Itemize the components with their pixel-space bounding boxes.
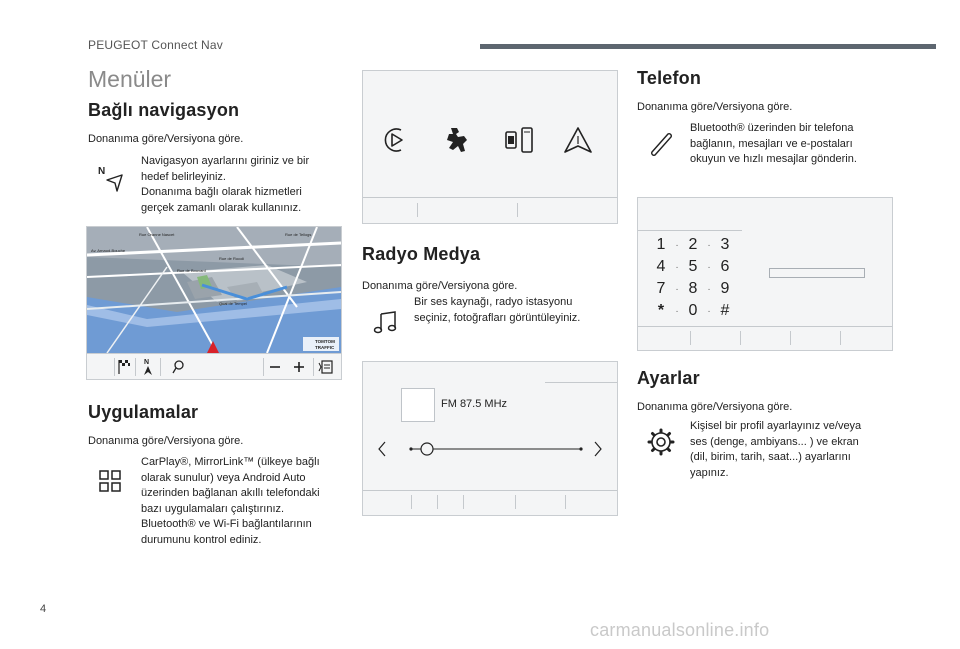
watermark: carmanualsonline.info: [590, 620, 770, 640]
zoom-in-icon[interactable]: [292, 360, 306, 374]
phone-desc-line: bağlanın, mesajları ve e-postaları: [690, 137, 853, 150]
nav-heading: Bağlı navigasyon: [88, 100, 240, 120]
phone-desc-line: okuyun ve hızlı mesajlar gönderin.: [690, 153, 857, 165]
search-icon[interactable]: [171, 359, 185, 375]
traffic-logo-line: TOMTOM: [315, 339, 335, 344]
tune-up-icon: [595, 442, 601, 456]
station-frequency: FM 87.5 MHz: [441, 398, 508, 410]
map-toolbar: [87, 353, 341, 380]
settings-desc-line: (dil, birim, tarih, saat...) ayarlarını: [690, 451, 851, 463]
keypad-separator: ·: [675, 305, 679, 317]
navigation-map-screen: [86, 226, 342, 380]
map-settings-icon[interactable]: [318, 359, 336, 375]
map-street-label: Rue de Bouvard: [177, 268, 206, 273]
keypad-key[interactable]: 4: [656, 258, 666, 275]
navigation-map[interactable]: [87, 227, 341, 353]
keypad-separator: ·: [707, 305, 711, 317]
keypad-key[interactable]: 5: [688, 258, 698, 275]
apps-desc-line: üzerinden bağlanan akıllı telefondaki: [141, 487, 320, 499]
phone-handset-icon: [648, 130, 674, 156]
apps-heading: Uygulamalar: [88, 402, 199, 422]
mirror-phone-icon[interactable]: [504, 126, 534, 154]
phone-heading: Telefon: [637, 68, 702, 88]
applications-icon: [98, 469, 122, 493]
apps-desc-line: olarak sunulur) veya Android Auto: [141, 471, 306, 484]
apps-desc-line: CarPlay®, MirrorLink™ (ülkeye bağlı: [141, 456, 320, 468]
apps-screen: [362, 70, 618, 224]
apps-desc-line: durumunu kontrol ediniz.: [141, 533, 262, 546]
keypad-row: [652, 300, 744, 322]
north-arrow-icon[interactable]: [141, 357, 155, 377]
nav-desc-line: Navigasyon ayarlarını giriniz ve bir: [141, 155, 310, 167]
page-number: 4: [40, 603, 47, 615]
music-note-icon: [373, 310, 399, 334]
settings-desc-line: yapınız.: [690, 466, 729, 479]
keypad-key[interactable]: 0: [688, 302, 698, 319]
android-auto-icon[interactable]: [563, 126, 593, 154]
map-street-label: Rue de Tellogs: [285, 232, 312, 237]
map-street-label: Rue Oranne Nascet: [139, 232, 175, 237]
apps-desc-line: Bluetooth® ve Wi-Fi bağlantılarının: [141, 518, 312, 530]
keypad-key[interactable]: 8: [688, 280, 698, 297]
nav-desc-line: Donanıma bağlı olarak hizmetleri: [141, 186, 302, 198]
keypad-separator: ·: [707, 261, 711, 273]
phone-desc-line: Bluetooth® üzerinden bir telefona: [690, 122, 854, 134]
header-bar: [480, 44, 936, 49]
keypad-key[interactable]: 2: [688, 236, 698, 253]
keypad-key[interactable]: 7: [656, 280, 666, 297]
radio-screen: [362, 361, 618, 516]
settings-desc-line: Kişisel bir profil ayarlayınız ve/veya: [690, 420, 862, 432]
keypad-key[interactable]: *: [657, 302, 665, 319]
map-street-label: Av. Arnaud-Bouche: [91, 248, 126, 253]
apps-description: [141, 455, 351, 548]
keypad-separator: ·: [675, 261, 679, 273]
keypad-separator: ·: [707, 239, 711, 251]
zoom-out-icon[interactable]: [268, 360, 282, 374]
dial-keypad: [652, 234, 744, 322]
running-title: PEUGEOT Connect Nav: [88, 38, 223, 52]
nav-desc-line: gerçek zamanlı olarak kullanınız.: [141, 201, 302, 214]
keypad-key[interactable]: 9: [720, 280, 730, 297]
radio-heading: Radyo Medya: [362, 244, 481, 264]
map-street-label: Rue de Rocoli: [219, 256, 245, 261]
phone-description: [690, 121, 890, 168]
peugeot-lion-icon[interactable]: [443, 126, 469, 154]
station-logo-placeholder: [401, 388, 435, 422]
phone-equipment-note: Donanıma göre/Versiyona göre.: [637, 101, 793, 113]
radio-description: [414, 295, 614, 326]
nav-desc-line: hedef belirleyiniz.: [141, 170, 226, 183]
settings-description: [690, 419, 890, 481]
settings-equipment-note: Donanıma göre/Versiyona göre.: [637, 401, 793, 413]
keypad-row: [652, 256, 744, 278]
tune-down-icon: [379, 442, 385, 456]
keypad-row: [652, 278, 744, 300]
keypad-key[interactable]: 6: [720, 258, 730, 275]
nav-description: [141, 154, 341, 216]
settings-heading: Ayarlar: [637, 368, 700, 388]
keypad-separator: ·: [675, 283, 679, 295]
svg-text:N: N: [98, 166, 106, 177]
keypad-separator: ·: [675, 239, 679, 251]
keypad-key[interactable]: #: [720, 302, 730, 319]
finish-flag-icon[interactable]: [117, 359, 131, 375]
radio-desc-line: Bir ses kaynağı, radyo istasyonu: [414, 296, 573, 308]
apps-desc-line: bazı uygulamaları çalıştırınız.: [141, 502, 285, 515]
keypad-row: [652, 234, 744, 256]
play-icon[interactable]: [383, 127, 407, 153]
nav-equipment-note: Donanıma göre/Versiyona göre.: [88, 133, 244, 145]
frequency-tuner[interactable]: [375, 438, 605, 460]
dial-number-field[interactable]: [769, 268, 865, 278]
keypad-separator: ·: [707, 283, 711, 295]
keypad-key[interactable]: 3: [720, 236, 730, 253]
apps-equipment-note: Donanıma göre/Versiyona göre.: [88, 435, 244, 447]
map-street-label: Quai de Tempel: [219, 301, 247, 306]
phone-screen: [637, 197, 893, 351]
traffic-logo-line: TRAFFIC: [315, 345, 335, 350]
navigation-icon: [98, 164, 126, 194]
radio-desc-line: seçiniz, fotoğrafları görüntüleyiniz.: [414, 311, 581, 324]
svg-text:N: N: [144, 359, 150, 366]
settings-desc-line: ses (denge, ambiyans... ) ve ekran: [690, 435, 859, 448]
radio-equipment-note: Donanıma göre/Versiyona göre.: [362, 280, 518, 292]
keypad-key[interactable]: 1: [656, 236, 666, 253]
settings-gear-icon: [647, 428, 675, 456]
tuner-knob: [421, 443, 433, 455]
page-title: Menüler: [88, 66, 172, 92]
